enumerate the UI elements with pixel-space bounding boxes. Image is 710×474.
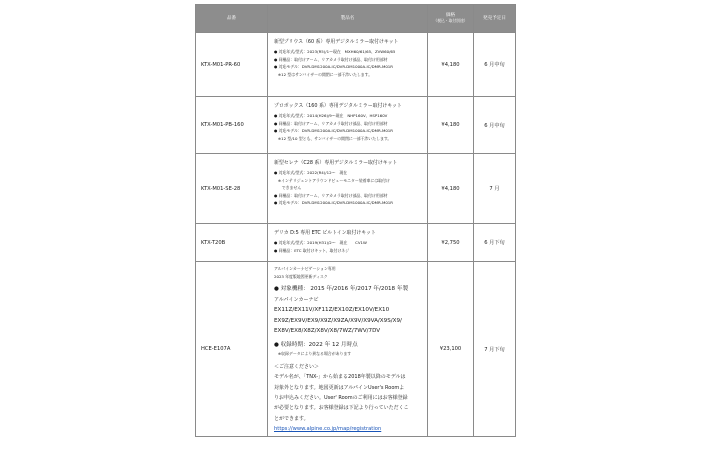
header-price: [428, 5, 474, 33]
target-models: EX9Z/EX9V/EX9/X9Z/X9ZA/X9V/X9VA/X9S/X9/: [274, 317, 402, 324]
recording-note: ※収録データにより異なる場合があります: [274, 351, 352, 357]
spec-line: ● 同梱品：取付けアーム、リアカメラ取付け部品、取付け用部材: [274, 56, 388, 62]
product-code: KTX-M01-PR-60: [196, 33, 268, 97]
table-row: [196, 262, 516, 437]
release-date: 7 月: [474, 154, 516, 224]
header-date: 発売予定日: [474, 5, 516, 33]
product-price: ¥2,750: [428, 224, 474, 262]
disc-title-line: アルパインカーナビゲーション専用: [274, 266, 336, 271]
product-title: 新型プリウス（60 系）専用デジタルミラー取付けキット: [274, 39, 399, 45]
table-row: [196, 154, 516, 224]
product-code: KTX-T20B: [196, 224, 268, 262]
recording-date: ● 収録時期：2022 年 12 月時点: [274, 341, 358, 348]
header-price-label: 価格: [445, 13, 456, 19]
spec-line: ● 対応年式/型式：2023(R5)/1〜現在 MXH60/61/65、ZVW60/65: [274, 49, 396, 54]
product-description: [268, 262, 428, 437]
header-name: 製品名: [268, 5, 428, 33]
product-title: デリカ D:5 専用 ETC ビルトイン取付けキット: [274, 230, 376, 236]
product-description: [268, 154, 428, 224]
release-date: 7 月下旬: [474, 262, 516, 437]
release-date: 6 月下旬: [474, 224, 516, 262]
product-description: [268, 97, 428, 154]
header-price-sub: （税込・取付別途）: [433, 18, 468, 24]
product-description: [268, 224, 428, 262]
header-code: 品番: [196, 5, 268, 33]
product-table: [195, 4, 516, 437]
spec-line: ※12 型/10 型とも、サンバイザーの開閉に一部干渉いたします。: [274, 135, 392, 141]
spec-line: ● 対応年式/型式：2014(H26)/9〜現在 NHP160V、HSP160V: [274, 113, 388, 118]
notice-line: ＜ご注意ください＞: [274, 363, 320, 370]
disc-title-line: 2023 年度版地図更新ディスク: [274, 273, 328, 279]
spec-line: ● 対応モデル：DVR-DM1200A-IC/DVR-DM1000A-IC/DMR-M01R: [274, 64, 393, 70]
spec-line: ● 対応モデル：DVR-DM1200A-IC/DVR-DM1000A-IC/DMR-M01R: [274, 200, 393, 206]
table-row: [196, 97, 516, 154]
product-title: 新型セレナ（C28 系）専用デジタルミラー取付けキット: [274, 160, 398, 166]
notice-line: とができます。: [274, 415, 309, 422]
notice-line: が必要となります。お客様登録は下記より行っていただくこ: [274, 405, 409, 412]
product-code: KTX-M01-SE-28: [196, 154, 268, 224]
target-models: EX8V/EX8/X8Z/X8V/X8/7WZ/7WV/7DV: [274, 328, 381, 335]
product-code: KTX-M01-PB-160: [196, 97, 268, 154]
product-price: ¥23,100: [428, 262, 474, 437]
spec-line: ● 同梱品：取付けアーム、リアカメラ取付け部品、取付け用部材: [274, 192, 388, 198]
registration-link[interactable]: https://www.alpine.co.jp/map/registration: [274, 426, 382, 433]
release-date: 6 月中旬: [474, 97, 516, 154]
notice-line: モデル名が、「TNX-」から始まる2018年製以降のモデルは: [274, 374, 406, 381]
target-models: アルパインカーナビ: [274, 296, 319, 303]
spec-line: ● 同梱品：ETC 取付けキット、取付けネジ: [274, 247, 350, 253]
spec-line: できません: [274, 185, 302, 191]
product-title: プロボックス（160 系）専用デジタルミラー取付けキット: [274, 103, 402, 109]
target-models: EX11Z/EX11V/XF11Z/EX10Z/EX10V/EX10: [274, 307, 390, 314]
product-price: ¥4,180: [428, 33, 474, 97]
table-row: [196, 33, 516, 97]
spec-line: ※インテリジェントアラウンドビューモニター装着車には取付け: [274, 177, 390, 183]
table-row: [196, 224, 516, 262]
target-models: ● 対象機種： 2015 年/2016 年/2017 年/2018 年製: [274, 286, 409, 293]
spec-line: ● 対応年式/型式：2019(H31)/2〜 現在 CV1W: [274, 240, 367, 245]
product-price: ¥4,180: [428, 154, 474, 224]
product-description: [268, 33, 428, 97]
release-date: 6 月中旬: [474, 33, 516, 97]
notice-line: りお申込みください。User' Roomのご利用にはお客様登録: [274, 394, 408, 401]
product-price: ¥4,180: [428, 97, 474, 154]
header-row: [196, 5, 516, 33]
spec-line: ※12 型はサンバイザーの開閉に一部干渉いたします。: [274, 71, 373, 77]
spec-line: ● 同梱品：取付けアーム、リアカメラ取付け部品、取付け用部材: [274, 120, 388, 126]
notice-line: 対象外となります。地図更新はアルパインUser's Roomよ: [274, 384, 405, 391]
spec-line: ● 対応年式/型式：2022(R4)/12〜 現在: [274, 170, 348, 175]
spec-line: ● 対応モデル：DVR-DM1200A-IC/DVR-DM1000A-IC/DMR-M01R: [274, 128, 393, 134]
product-code: HCE-E107A: [196, 262, 268, 437]
